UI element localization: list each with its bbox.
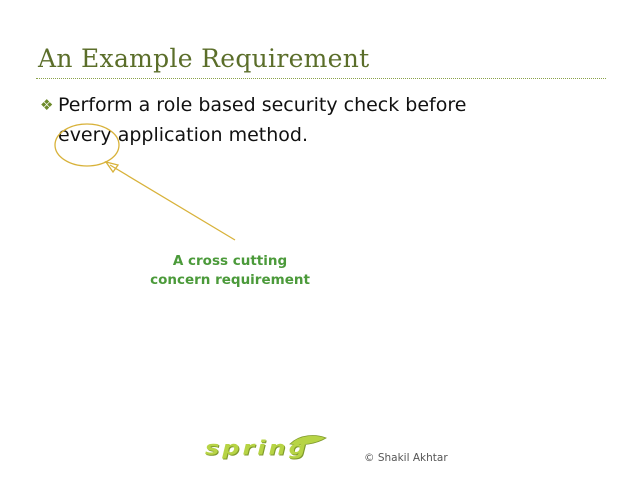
copyright-text: © Shakil Akhtar [364, 452, 448, 464]
slide-title: An Example Requirement [38, 44, 370, 73]
highlight-circle [55, 124, 119, 166]
callout-arrow-head [106, 162, 118, 172]
callout-line2: concern requirement [150, 272, 310, 288]
callout-text [130, 252, 330, 290]
diamond-cluster-icon: ❖ [40, 96, 54, 114]
callout-line1: A cross cutting [172, 253, 288, 269]
spring-logo: spring [205, 437, 309, 460]
bullet-text-line2: every application method. [58, 124, 308, 146]
bullet-text-line1: Perform a role based security check before [58, 94, 467, 116]
callout-arrow-line [110, 165, 235, 240]
